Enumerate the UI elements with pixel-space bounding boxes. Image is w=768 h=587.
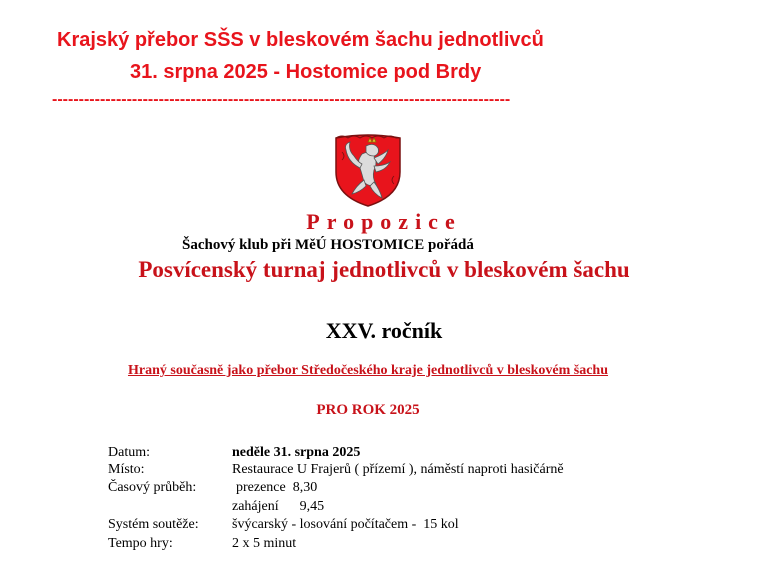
date-value: neděle 31. srpna 2025 <box>232 445 361 460</box>
schedule-start: zahájení 9,45 <box>232 499 325 514</box>
schedule-label: Časový průběh: <box>108 480 197 495</box>
date-label: Datum: <box>108 445 150 460</box>
header-title-line: Krajský přebor SŠS v bleskovém šachu jednotlivců <box>57 29 544 51</box>
edition-heading: XXV. ročník <box>325 318 443 343</box>
place-value: Restaurace U Frajerů ( přízemí ), náměstí naproti hasičárně <box>232 462 564 477</box>
system-value: švýcarský - losování počítačem - 15 kol <box>232 517 459 532</box>
tempo-label: Tempo hry: <box>108 536 173 551</box>
organizer-line: Šachový klub při MěÚ HOSTOMICE pořádá <box>182 237 474 253</box>
tournament-title: Posvícenský turnaj jednotlivců v bleskovém šachu <box>138 257 630 282</box>
dashed-divider: -------------------------------------------------------------------------------------- <box>52 91 511 108</box>
championship-subtitle: Hraný současně jako přebor Středočeského kraje jednotlivců v bleskovém šachu <box>127 363 609 378</box>
system-label: Systém soutěže: <box>108 517 199 532</box>
lion-crest-icon <box>332 132 404 208</box>
place-label: Místo: <box>108 462 145 477</box>
tempo-value: 2 x 5 minut <box>232 536 297 551</box>
propozice-heading: Propozice <box>306 209 462 234</box>
schedule-registration: prezence 8,30 <box>236 480 318 495</box>
year-heading: PRO ROK 2025 <box>316 402 420 418</box>
header-date-location-line: 31. srpna 2025 - Hostomice pod Brdy <box>130 61 482 83</box>
